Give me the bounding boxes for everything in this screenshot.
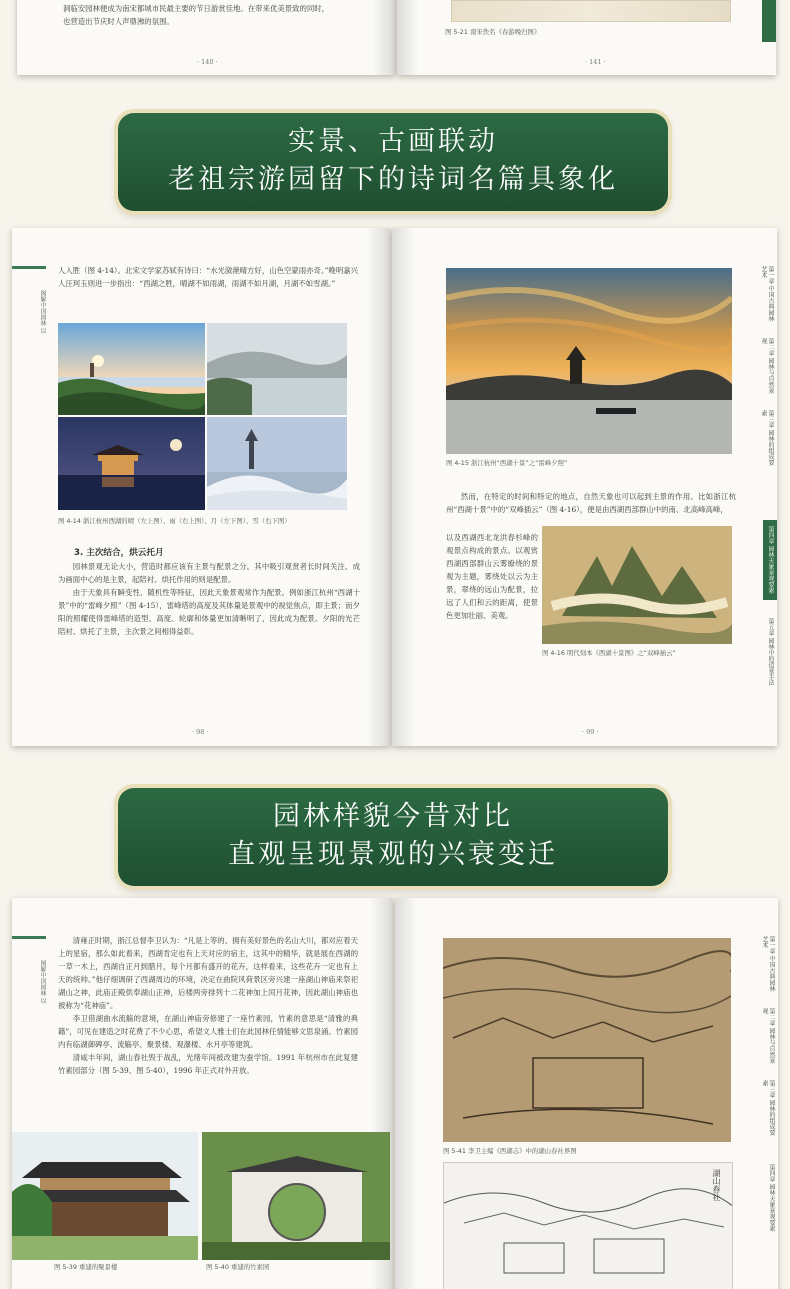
figure-caption-4-14: 图 4-14 浙江杭州西湖的晴（左上图）、雨（右上图）、月（左下图）、雪（右下图） (58, 517, 291, 525)
paragraph: 园林景观无论大小，营造时都应该有主景与配景之分。其中吸引观赏者长时间关注、成为画面中心的是主景，起陪衬、烘托作用的则是配景。 (58, 562, 360, 584)
west-lake-snow-photo (207, 417, 347, 510)
spread1-left-text (63, 2, 373, 28)
figure-caption-5-41: 图 5-41 李卫主编《西湖志》中的湖山春社界图 (443, 1147, 577, 1155)
green-rule (12, 266, 46, 269)
page-gutter (372, 0, 394, 75)
page-number: · 99 · (582, 728, 599, 736)
spread-1 (0, 0, 790, 78)
chapter-tab[interactable]: 第二章 园林与自然景观 (760, 338, 774, 394)
feature-banner-1 (118, 113, 668, 211)
chapter-tab (762, 0, 776, 42)
zhusu-garden-photo (202, 1132, 390, 1260)
chapter-sidebar (761, 928, 778, 1288)
paragraph: 清雍正时期，浙江总督李卫认为：“凡是上等的、拥有美好景色的名山大川，都对应着天上的星宿，那么如此看来，西湖肯定也有上天对应的宿主，这其中的精华，就是展在西湖的一草一木上，西湖自正月到腊月，每个月都有盛开的花卉，这样看来，这些花卉一定也有上天的统帅。”他仔细调研了西湖周边的环境，决定在曲院风荷景区旁兴建一座湖山神庙来祭祀湖山之神，此庙正殿供奉湖山正神，后楼两旁排列十二花神加上闰月花神，因此湖山神庙也被称为“花神庙”。 (58, 936, 358, 1010)
chapter-sidebar (760, 258, 777, 738)
banner-line-1: 实景、古画联动 (288, 126, 498, 157)
paragraph: 李卫借湖曲水流觞的意境，在湖山神庙旁修建了一座竹素园，竹素的意思是“清雅的典籍”，可见在建造之时花费了不少心思，希望文人雅士们在此园林任情能够文思泉涌。竹素园内有临湖御碑亭、流觞亭、聚景楼、观瀑楼、水月亭等建筑。 (58, 1014, 358, 1049)
section-body (58, 560, 360, 638)
paragraph-full (446, 490, 736, 516)
page-number: · 140 · (197, 58, 218, 66)
hushan-chunshe-map-print (443, 938, 731, 1142)
green-rule (12, 936, 46, 939)
spread1-right-page (397, 0, 776, 75)
west-lake-sunny-photo (58, 323, 205, 415)
figure-caption-5-39: 图 5-39 重建的聚景楼 (54, 1263, 118, 1271)
spread-2 (0, 228, 790, 748)
page-gutter (392, 228, 414, 746)
painting-image (451, 0, 731, 22)
chapter-tab[interactable]: 第二章 园林与自然景观 (761, 1008, 775, 1064)
spread2-left-page (12, 228, 390, 746)
spread3-left-page (12, 898, 393, 1289)
figure-caption-5-40: 图 5-40 重建的竹素园 (206, 1263, 270, 1271)
chapter-tab[interactable]: 第一章 中国古典园林艺术 (761, 936, 775, 992)
page-number: · 141 · (585, 58, 606, 66)
chapter-tab[interactable]: 第三章 园林的组成要素 (761, 1080, 775, 1136)
book-side-title: 图解中国园林 以 (39, 960, 46, 1004)
spread1-left-page (17, 0, 395, 75)
page-gutter (367, 228, 389, 746)
print-title-label: 湖山春社 (712, 1169, 721, 1201)
paragraph: 由于天象具有瞬变性、随机性等特征，因此天象景观常作为配景。例如浙江杭州“西湖十景”中的“雷峰夕照”（图 4-15），雷峰塔的高度及其体量是景观中的视觉焦点，即主景；而夕阳的照耀使得雷峰塔的造型、高度、轮廓和体量更加清晰明了，因此成为配景。夕阳的光芒陪衬、烘托了主景，主次景之间相得益彰。 (58, 588, 360, 636)
page-gutter (395, 898, 417, 1289)
spread-3 (0, 898, 790, 1289)
book-side-title: 图解中国园林 以 (39, 290, 46, 334)
paragraph: 清咸丰年间，湖山春社毁于战乱，光绪年间被改建为蚕学馆。1991 年杭州市在此复建竹素园部分（图 5-39、图 5-40），1996 年正式对外开放。 (58, 1053, 358, 1075)
page-gutter (397, 0, 419, 75)
text-line: 也营造出节庆时人声鼎沸的氛围。 (63, 17, 174, 26)
west-lake-moon-photo (58, 417, 205, 510)
figure-caption: 图 5-21 南宋佚名《春游晚归图》 (445, 28, 541, 36)
section-heading: 3. 主次结合，烘云托月 (74, 548, 164, 558)
page-number: · 98 · (192, 728, 209, 736)
paragraph-narrow: 以及西湖西北龙洪春杉峰的观景点构成的景点。以观赏西湖西部群山云雾缭绕的景观为主题，雾绕处以云为主景，翠绕的远山为配景，拉远了人们和云的距离，使景色更加壮丽、美观。 (446, 533, 538, 620)
chapter-tab-active[interactable]: 第四章 园林天象景观要素 (763, 520, 777, 600)
figure-caption-4-15: 图 4-15 浙江杭州“西湖十景”之“雷峰夕照” (446, 459, 568, 467)
chapter-tab[interactable]: 第五章 园林中的造景手法 (767, 618, 774, 686)
chapter-tab[interactable]: 第一章 中国古典园林艺术 (760, 266, 774, 322)
intro-paragraph: 人入胜（图 4-14）。北宋文学家苏轼有诗曰：“水光潋滟晴方好，山色空蒙雨亦奇。”晚明嘉兴人汪珂玉则进一步指出：“西湖之胜，晴湖不如雨湖，雨湖不如月湖，月湖不如雪湖。” (58, 266, 358, 288)
text-line: 洞临安园林便成为南宋都城市民最主要的节日游赏佳地。在带来优美景致的同时， (63, 4, 330, 13)
leifeng-sunset-photo (446, 268, 732, 454)
chapter-tab[interactable]: 第三章 园林的组成要素 (760, 410, 774, 466)
twin-peaks-painting (542, 526, 732, 644)
banner-line-2: 直观呈现景观的兴衰变迁 (228, 839, 558, 870)
spread3-right-page (395, 898, 778, 1289)
banner-line-1: 园林样貌今昔对比 (273, 801, 513, 832)
chapter-tab[interactable]: 第四章 园林天象景观要素 (768, 1164, 775, 1232)
paragraph: 然而，在特定的时间和特定的地点，自然天象也可以起到主景的作用。比如浙江杭州“西湖十景”中的“双峰插云”（图 4-16），便是由西湖西部群山中的南、北高峰高峰， (446, 492, 736, 514)
juxian-tower-photo (12, 1132, 198, 1260)
spread2-right-page (392, 228, 777, 746)
spread3-body (58, 934, 358, 1077)
feature-banner-2 (118, 788, 668, 886)
hushan-chunshe-line-drawing (443, 1162, 733, 1289)
figure-caption-4-16: 图 4-16 明代刻本《西湖十景图》之“双峰插云” (542, 649, 676, 657)
banner-line-2: 老祖宗游园留下的诗词名篇具象化 (168, 164, 618, 195)
west-lake-rainy-photo (207, 323, 347, 415)
